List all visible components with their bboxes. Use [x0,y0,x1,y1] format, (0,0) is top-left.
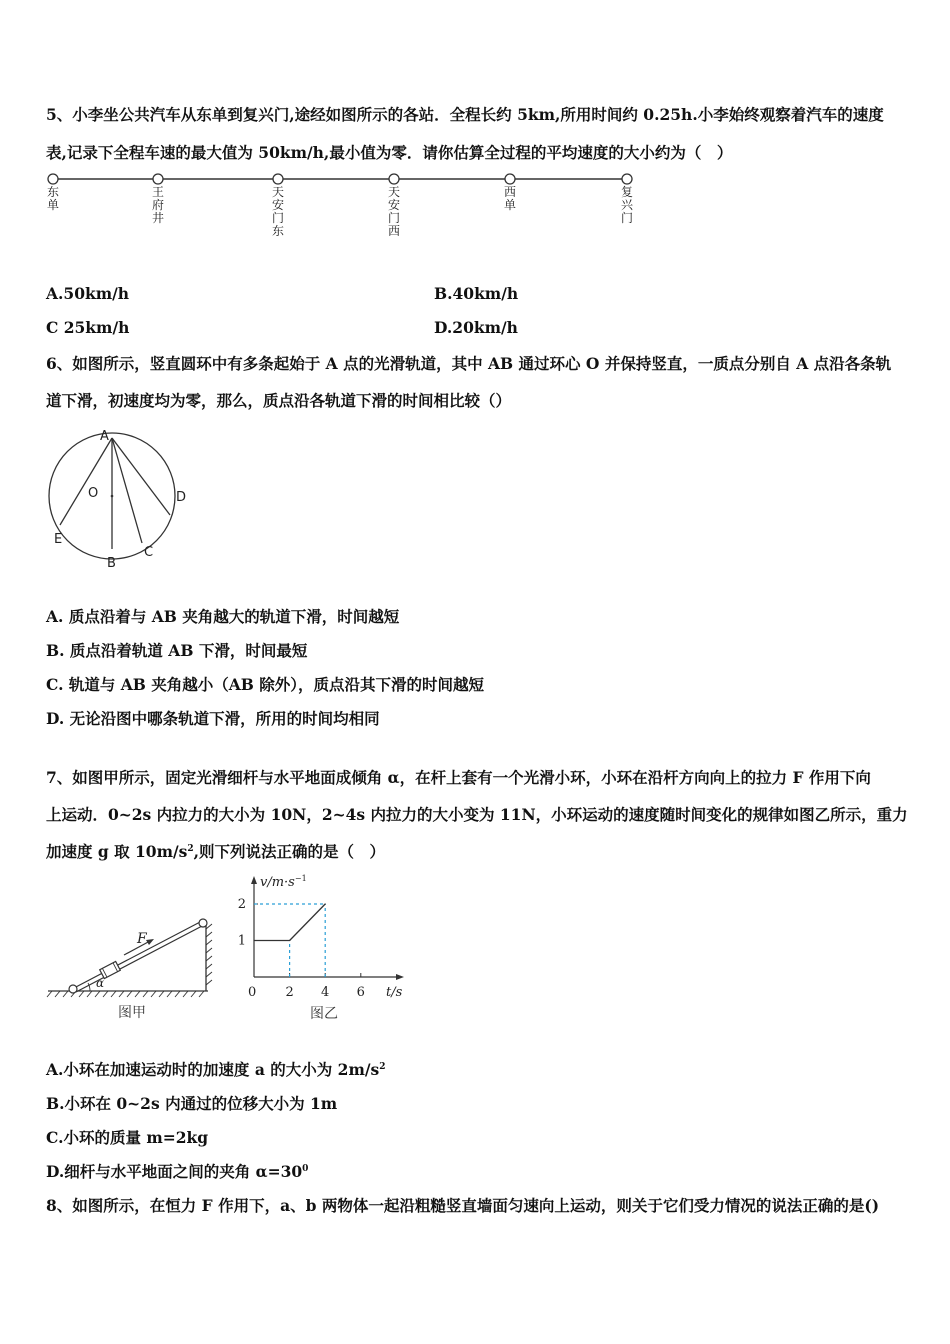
station-label: 西单 [503,185,517,212]
force-label: F [137,931,147,947]
angle-label: α [96,976,105,990]
station-dot [48,174,58,184]
q6-option-b[interactable]: B. 质点沿着轨道 AB 下滑，时间最短 [46,641,308,660]
q6-option-a[interactable]: A. 质点沿着与 AB 夹角越大的轨道下滑，时间越短 [46,607,400,626]
q7-option-c[interactable]: C.小环的质量 m=2kg [46,1128,209,1147]
station-dot [153,174,163,184]
data-point [253,940,254,941]
label-c: C [144,545,154,560]
label-a: A [100,429,109,444]
q6-option-c[interactable]: C. 轨道与 AB 夹角越小（AB 除外），质点沿其下滑的时间越短 [46,675,485,694]
figure-yi-vt-graph [234,870,414,1025]
x-axis-label: t/s [386,985,403,1000]
y-tick-label: 1 [237,933,246,949]
q6-line-1: 6、如图所示，竖直圆环中有多条起始于 A 点的光滑轨道，其中 AB 通过环心 O 并保持竖直，一质点分别自 A 点沿各条轨 [46,354,892,373]
q7-option-b[interactable]: B.小环在 0~2s 内通过的位移大小为 1m [46,1094,338,1113]
q7-line-3: 加速度 g 取 $10m/s^2$,则下列说法正确的是（ ） [46,842,386,861]
track-ad [112,438,170,515]
pivot-top [199,919,207,927]
x-tick-label: 4 [321,985,330,1000]
station-dot [622,174,632,184]
x-axis-arrow [396,974,404,980]
caption-jia: 图甲 [118,1005,146,1021]
q5-option-a[interactable]: A.50km/h [46,284,130,303]
figure-jia [46,905,226,1025]
station-label: 复兴门 [620,185,634,225]
y-axis-arrow [251,876,257,884]
station-label: 东单 [46,185,60,212]
x-tick-label: 2 [285,985,294,1000]
x-tick-label: 6 [356,985,365,1000]
origin-label: 0 [248,985,257,1000]
data-point [325,903,326,904]
station-label: 天安门东 [271,185,285,238]
series-segment [290,904,326,941]
station-label: 王府井 [151,185,165,225]
center-point [111,495,114,498]
q7-line-2: 上运动．0~2s 内拉力的大小为 10N，2~4s 内拉力的大小变为 11N，小环运动的速度随时间变化的规律如图乙所示，重力 [46,805,908,824]
circle-tracks-diagram [46,425,206,575]
q5-option-b[interactable]: B.40km/h [434,284,519,303]
station-dot [273,174,283,184]
label-o: O [88,486,99,501]
q5-line-1: 5、小李坐公共汽车从东单到复兴门,途经如图所示的各站．全程长约 5km,所用时间约 0.25h.小李始终观察着汽车的速度 [46,105,884,124]
y-axis-label: $v/m\cdot s^{-1}$ [260,874,307,890]
data-point [289,940,290,941]
pivot-bottom [69,985,77,993]
q6-line-2: 道下滑，初速度均为零，那么，质点沿各轨道下滑的时间相比较（） [46,391,512,410]
q5-line-2: 表,记录下全程车速的最大值为 50km/h,最小值为零．请你估算全过程的平均速度的大小约为（ ） [46,143,733,162]
station-dot [505,174,515,184]
station-dot [389,174,399,184]
track-ac [112,438,142,543]
label-b: B [107,556,116,571]
q7-line-1: 7、如图甲所示，固定光滑细杆与水平地面成倾角 α，在杆上套有一个光滑小环，小环在沿杆方向向上的拉力 F 作用下向 [46,768,871,787]
q7-option-d[interactable]: D.细杆与水平地面之间的夹角 $\alpha=30^0$ [46,1162,309,1181]
q8-line-1: 8、如图所示，在恒力 F 作用下，a、b 两物体一起沿粗糙竖直墙面匀速向上运动，则关于它们受力情况的说法正确的是() [46,1196,880,1215]
q5-option-c[interactable]: C 25km/h [46,318,130,337]
label-e: E [54,532,63,547]
station-label: 天安门西 [387,185,401,238]
caption-yi: 图乙 [310,1006,338,1022]
label-d: D [176,490,187,505]
q5-option-d[interactable]: D.20km/h [434,318,518,337]
q7-option-a[interactable]: A.小环在加速运动时的加速度 a 的大小为 $2m/s^2$ [46,1060,386,1079]
y-tick-label: 2 [237,897,246,912]
q6-option-d[interactable]: D. 无论沿图中哪条轨道下滑，所用的时间均相同 [46,709,380,728]
bus-route-diagram [40,168,650,258]
